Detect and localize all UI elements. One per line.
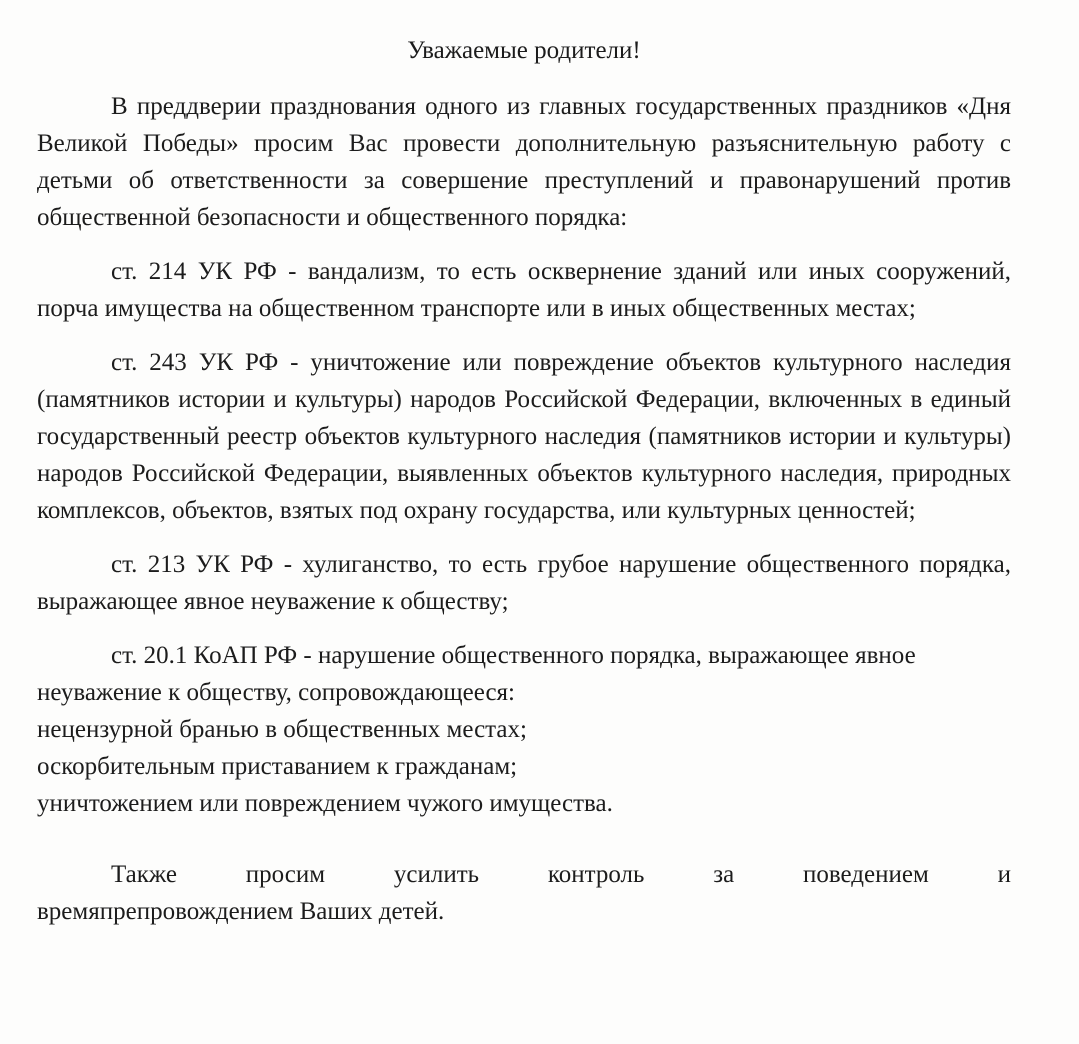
article-243-paragraph: ст. 243 УК РФ - уничтожение или повреждение объектов культурного наследия (памятников истории и культуры) народов Российской Федерации, включенных в единый государственный реестр объектов культурного наследия (памятников истории и культуры) народов Российской Федерации, выявленных объектов культурного наследия, природных комплексов, объектов, взятых под охрану государства, или культурных ценностей; (37, 349, 1011, 524)
closing-paragraph-line-1: Также просим усилить контроль за поведением и (111, 861, 1011, 888)
article-214-paragraph: ст. 214 УК РФ - вандализм, то есть осквернение зданий или иных сооружений, порча имущества на общественном транспорте или в иных общественных местах; (37, 258, 1011, 322)
article-20-1-item: нецензурной бранью в общественных местах; (37, 716, 527, 743)
document-title: Уважаемые родители! (407, 37, 641, 64)
intro-paragraph: В преддверии празднования одного из главных государственных праздников «Дня Великой Победы» просим Вас провести дополнительную разъяснительную работу с детьми об ответственности за совершение преступлений и правонарушений против общественной безопасности и общественного порядка: (37, 93, 1011, 231)
article-20-1-paragraph: ст. 20.1 КоАП РФ - нарушение общественного порядка, выражающее явное неуважение к обществу, сопровождающееся: (37, 642, 916, 706)
article-20-1-item: уничтожением или повреждением чужого имущества. (37, 790, 613, 817)
article-20-1-item: оскорбительным приставанием к гражданам; (37, 753, 518, 780)
article-213-paragraph: ст. 213 УК РФ - хулиганство, то есть грубое нарушение общественного порядка, выражающее явное неуважение к обществу; (37, 551, 1011, 615)
closing-paragraph-line-2: времяпрепровождением Ваших детей. (37, 898, 445, 925)
document-body (37, 32, 1011, 930)
